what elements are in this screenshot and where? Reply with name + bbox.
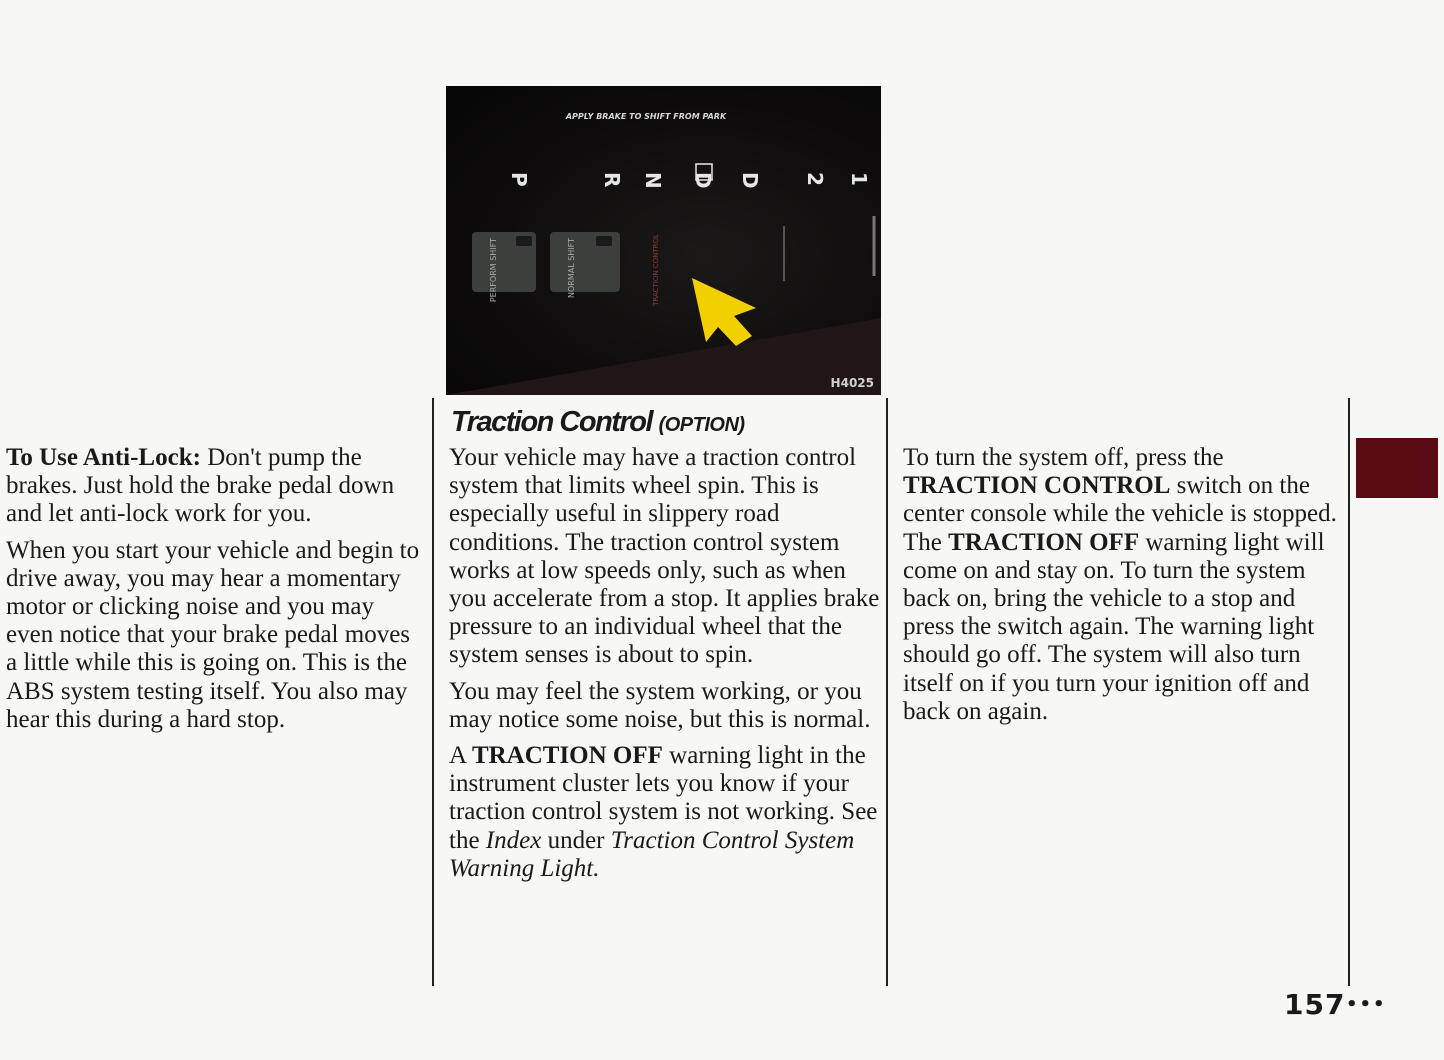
anti-lock-paragraph [6, 444, 426, 529]
indicator-icon [516, 236, 532, 246]
gear-2: 2 [803, 172, 827, 186]
page-number: 157 [1284, 988, 1346, 1021]
console-lower-surface [446, 318, 881, 395]
gear-shifter-illustration [446, 86, 881, 395]
section-heading [451, 406, 745, 439]
text-run: A [449, 742, 472, 770]
section-tab [1356, 438, 1438, 498]
gear-1: 1 [847, 172, 871, 186]
gear-n: N [641, 172, 665, 189]
text-run: warning light in the instrument cluster lets you know if your traction control system is not working. See the [449, 742, 878, 854]
column-divider-right [886, 398, 888, 986]
text-run: To turn the system off, press the [903, 444, 1224, 471]
column-divider-left [432, 398, 434, 986]
arrow-pointer-icon [692, 278, 756, 346]
perform-shift-label: PERFORM SHIFT [489, 238, 498, 303]
traction-intro-paragraph: Your vehicle may have a traction control system that limits wheel spin. This is especially useful in slippery road conditions. The traction control system works at low speeds only, such as when you accelerate from a stop. It applies brake pressure to an individual wheel that the system senses is about to spin. [449, 444, 880, 669]
text-run: switch on the center console while the vehicle is stopped. The [903, 472, 1337, 556]
gear-od: D [691, 172, 715, 189]
column-left [6, 444, 426, 742]
warning-light-reference: Traction Control System Warning Light. [449, 826, 855, 882]
column-divider-outer [1348, 398, 1350, 986]
gear-d: D [738, 172, 762, 189]
figure-code: H4025 [830, 376, 874, 390]
traction-noise-paragraph: You may feel the system working, or you may notice some noise, but this is normal. [449, 677, 871, 733]
heading-option: (OPTION) [658, 414, 745, 436]
column-right [903, 444, 1338, 734]
gear-r: R [600, 172, 624, 188]
traction-off-bold: TRACTION OFF [948, 528, 1140, 556]
indicator-icon [596, 236, 612, 246]
console-photo [446, 86, 881, 395]
index-reference: Index [485, 826, 542, 854]
turn-off-paragraph [903, 444, 1338, 726]
normal-shift-label: NORMAL SHIFT [567, 238, 576, 299]
shift-caption: APPLY BRAKE TO SHIFT FROM PARK [565, 112, 727, 121]
anti-lock-lead: To Use Anti-Lock: [6, 444, 201, 471]
column-middle [449, 444, 881, 891]
traction-off-bold: TRACTION OFF [471, 742, 663, 770]
text-run: warning light will come on and stay on. To turn the system back on, bring the vehicle to a stop and press the switch again. The warning light should go off. The system will also turn itself on if you turn your ignition off and back on again. [903, 528, 1325, 725]
page-dots: ••• [1346, 994, 1387, 1015]
traction-control-label: TRACTION CONTROL [652, 234, 660, 306]
abs-test-paragraph: When you start your vehicle and begin to drive away, you may hear a momentary motor or clicking noise and you may even notice that your brake pedal moves a little while this is going on. This is the ABS system testing itself. You also may hear this during a hard stop. [6, 536, 420, 733]
traction-off-paragraph [449, 742, 881, 883]
anti-lock-text: Don't pump the brakes. Just hold the brake pedal down and let anti-lock work for you. [6, 444, 395, 528]
traction-control-bold: TRACTION CONTROL [903, 472, 1171, 500]
gear-p: P [507, 172, 531, 187]
text-run: under [541, 826, 611, 854]
heading-title: Traction Control [451, 406, 653, 438]
